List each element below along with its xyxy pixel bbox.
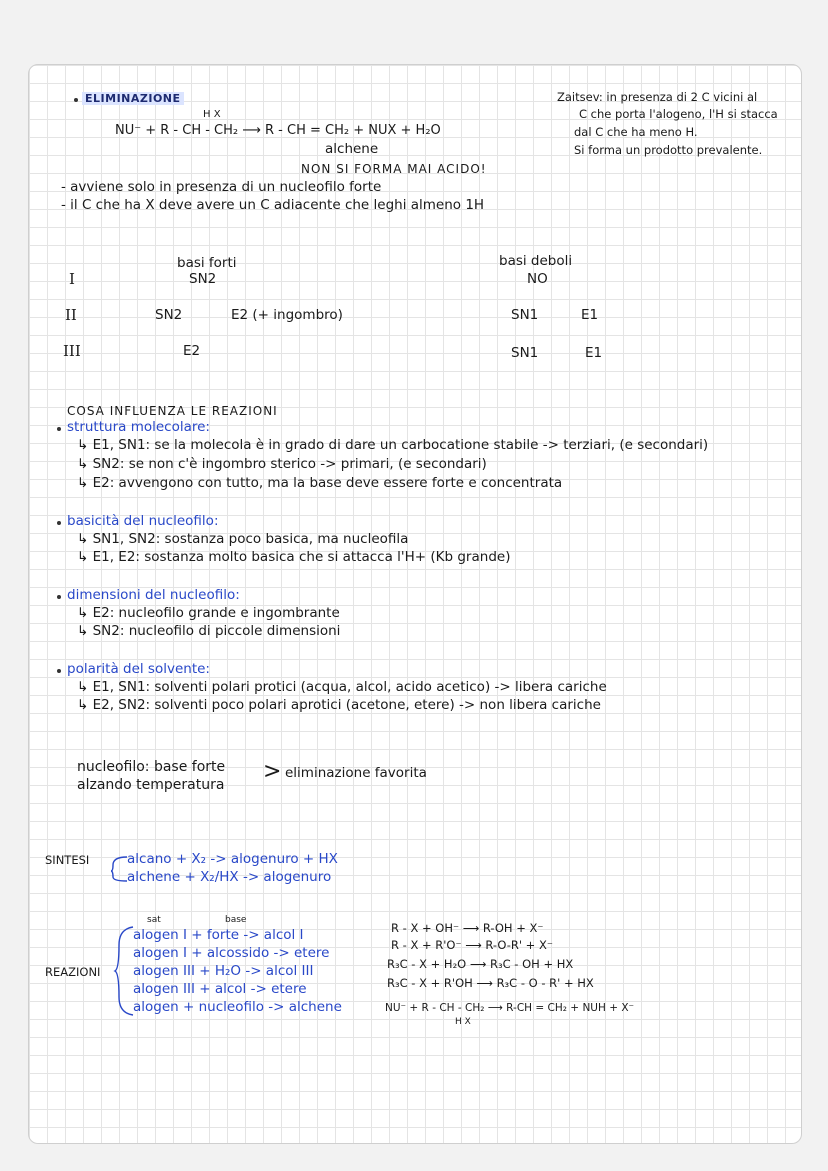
factor-size: dimensioni del nucleofilo: xyxy=(67,587,240,603)
basicity-e: ↳ E1, E2: sostanza molto basica che si attacca l'H+ (Kb grande) xyxy=(77,549,511,565)
favorita-line-2: alzando temperatura xyxy=(77,777,225,793)
equation-5: NU⁻ + R - CH - CH₂ ⟶ R-CH = CH₂ + NUH + X⁻ xyxy=(385,1002,635,1014)
equation-3: R₃C - X + H₂O ⟶ R₃C - OH + HX xyxy=(387,957,574,971)
reazione-etere-iii: alogen III + alcol -> etere xyxy=(133,981,307,997)
zaitsev-line-1: Zaitsev: in presenza di 2 C vicini al xyxy=(557,90,758,104)
structure-e1-sn1: ↳ E1, SN1: se la molecola è in grado di dare un carbocatione stabile -> terziari, (e secondari) xyxy=(77,437,709,453)
structure-e2: ↳ E2: avvengono con tutto, ma la base deve essere forte e concentrata xyxy=(77,475,563,491)
sintesi-alchene: alchene + X₂/HX -> alogenuro xyxy=(127,869,332,885)
sintesi-label: SINTESI xyxy=(45,853,90,867)
reazione-alcol-iii: alogen III + H₂O -> alcol III xyxy=(133,963,314,979)
greater-than-sign: > xyxy=(263,759,282,784)
bullet xyxy=(74,98,78,102)
zaitsev-line-2: C che porta l'alogeno, l'H si stacca xyxy=(579,107,778,121)
notebook-page xyxy=(28,64,802,1144)
row-tertiary: III xyxy=(63,342,81,360)
sat-note: sat xyxy=(147,915,161,925)
reazione-alchene: alogen + nucleofilo -> alchene xyxy=(133,999,342,1015)
equation-2: R - X + R'O⁻ ⟶ R-O-R' + X⁻ xyxy=(391,938,553,952)
favorita-result: eliminazione favorita xyxy=(285,765,427,781)
elimination-equation: NU⁻ + R - CH - CH₂ ⟶ R - CH = CH₂ + NUX + H₂O xyxy=(115,123,441,138)
base-note: base xyxy=(225,915,247,925)
bullet xyxy=(57,669,61,673)
sn2-secondary: SN2 xyxy=(155,307,183,323)
header-basi-deboli: basi deboli xyxy=(499,253,573,269)
zaitsev-line-3: dal C che ha meno H. xyxy=(574,125,698,139)
no-label: NO xyxy=(527,271,548,287)
section-title-influenza: COSA INFLUENZA LE REAZIONI xyxy=(67,404,278,418)
solvent-protic: ↳ E1, SN1: solventi polari protici (acqua, alcol, acido acetico) -> libera cariche xyxy=(77,679,607,695)
equation-5-substituents: H X xyxy=(455,1017,471,1027)
favorita-line-1: nucleofilo: base forte xyxy=(77,759,226,775)
reazioni-brace xyxy=(113,925,135,1017)
e1-tertiary: E1 xyxy=(585,345,603,361)
sintesi-alcano: alcano + X₂ -> alogenuro + HX xyxy=(127,851,338,867)
equation-1: R - X + OH⁻ ⟶ R-OH + X⁻ xyxy=(391,921,544,935)
factor-solvent: polarità del solvente: xyxy=(67,661,210,677)
size-e2: ↳ E2: nucleofilo grande e ingombrante xyxy=(77,605,340,621)
sintesi-brace xyxy=(109,855,129,883)
alchene-label: alchene xyxy=(325,141,379,157)
reazione-etere-i: alogen I + alcossido -> etere xyxy=(133,945,330,961)
reazioni-label: REAZIONI xyxy=(45,965,101,979)
no-acid-note: NON SI FORMA MAI ACIDO! xyxy=(301,162,487,176)
sn1-tertiary: SN1 xyxy=(511,345,539,361)
size-sn2: ↳ SN2: nucleofilo di piccole dimensioni xyxy=(77,623,341,639)
sn2-primary: SN2 xyxy=(189,271,217,287)
bullet xyxy=(57,427,61,431)
row-secondary: II xyxy=(65,306,77,324)
e1-secondary: E1 xyxy=(581,307,599,323)
section-title-eliminazione: ELIMINAZIONE xyxy=(82,90,184,107)
solvent-aprotic: ↳ E2, SN2: solventi poco polari aprotici (acetone, etere) -> non libera cariche xyxy=(77,697,601,713)
basicity-sn: ↳ SN1, SN2: sostanza poco basica, ma nucleofila xyxy=(77,531,409,547)
rule-adjacent-h: - il C che ha X deve avere un C adiacente che leghi almeno 1H xyxy=(61,197,485,213)
factor-basicity: basicità del nucleofilo: xyxy=(67,513,219,529)
e2-ingombro: E2 (+ ingombro) xyxy=(231,307,343,323)
header-basi-forti: basi forti xyxy=(177,255,237,271)
structure-sn2: ↳ SN2: se non c'è ingombro sterico -> primari, (e secondari) xyxy=(77,456,487,472)
bullet xyxy=(57,521,61,525)
sn1-secondary: SN1 xyxy=(511,307,539,323)
equation-4: R₃C - X + R'OH ⟶ R₃C - O - R' + HX xyxy=(387,976,594,990)
rule-strong-nucleophile: - avviene solo in presenza di un nucleofilo forte xyxy=(61,179,382,195)
row-primary: I xyxy=(69,270,75,288)
eq-top-substituents: H X xyxy=(203,109,221,120)
bullet xyxy=(57,595,61,599)
factor-structure: struttura molecolare: xyxy=(67,419,210,435)
e2-tertiary: E2 xyxy=(183,343,201,359)
reazione-alcol-i: alogen I + forte -> alcol I xyxy=(133,927,304,943)
zaitsev-line-4: Si forma un prodotto prevalente. xyxy=(574,143,763,157)
